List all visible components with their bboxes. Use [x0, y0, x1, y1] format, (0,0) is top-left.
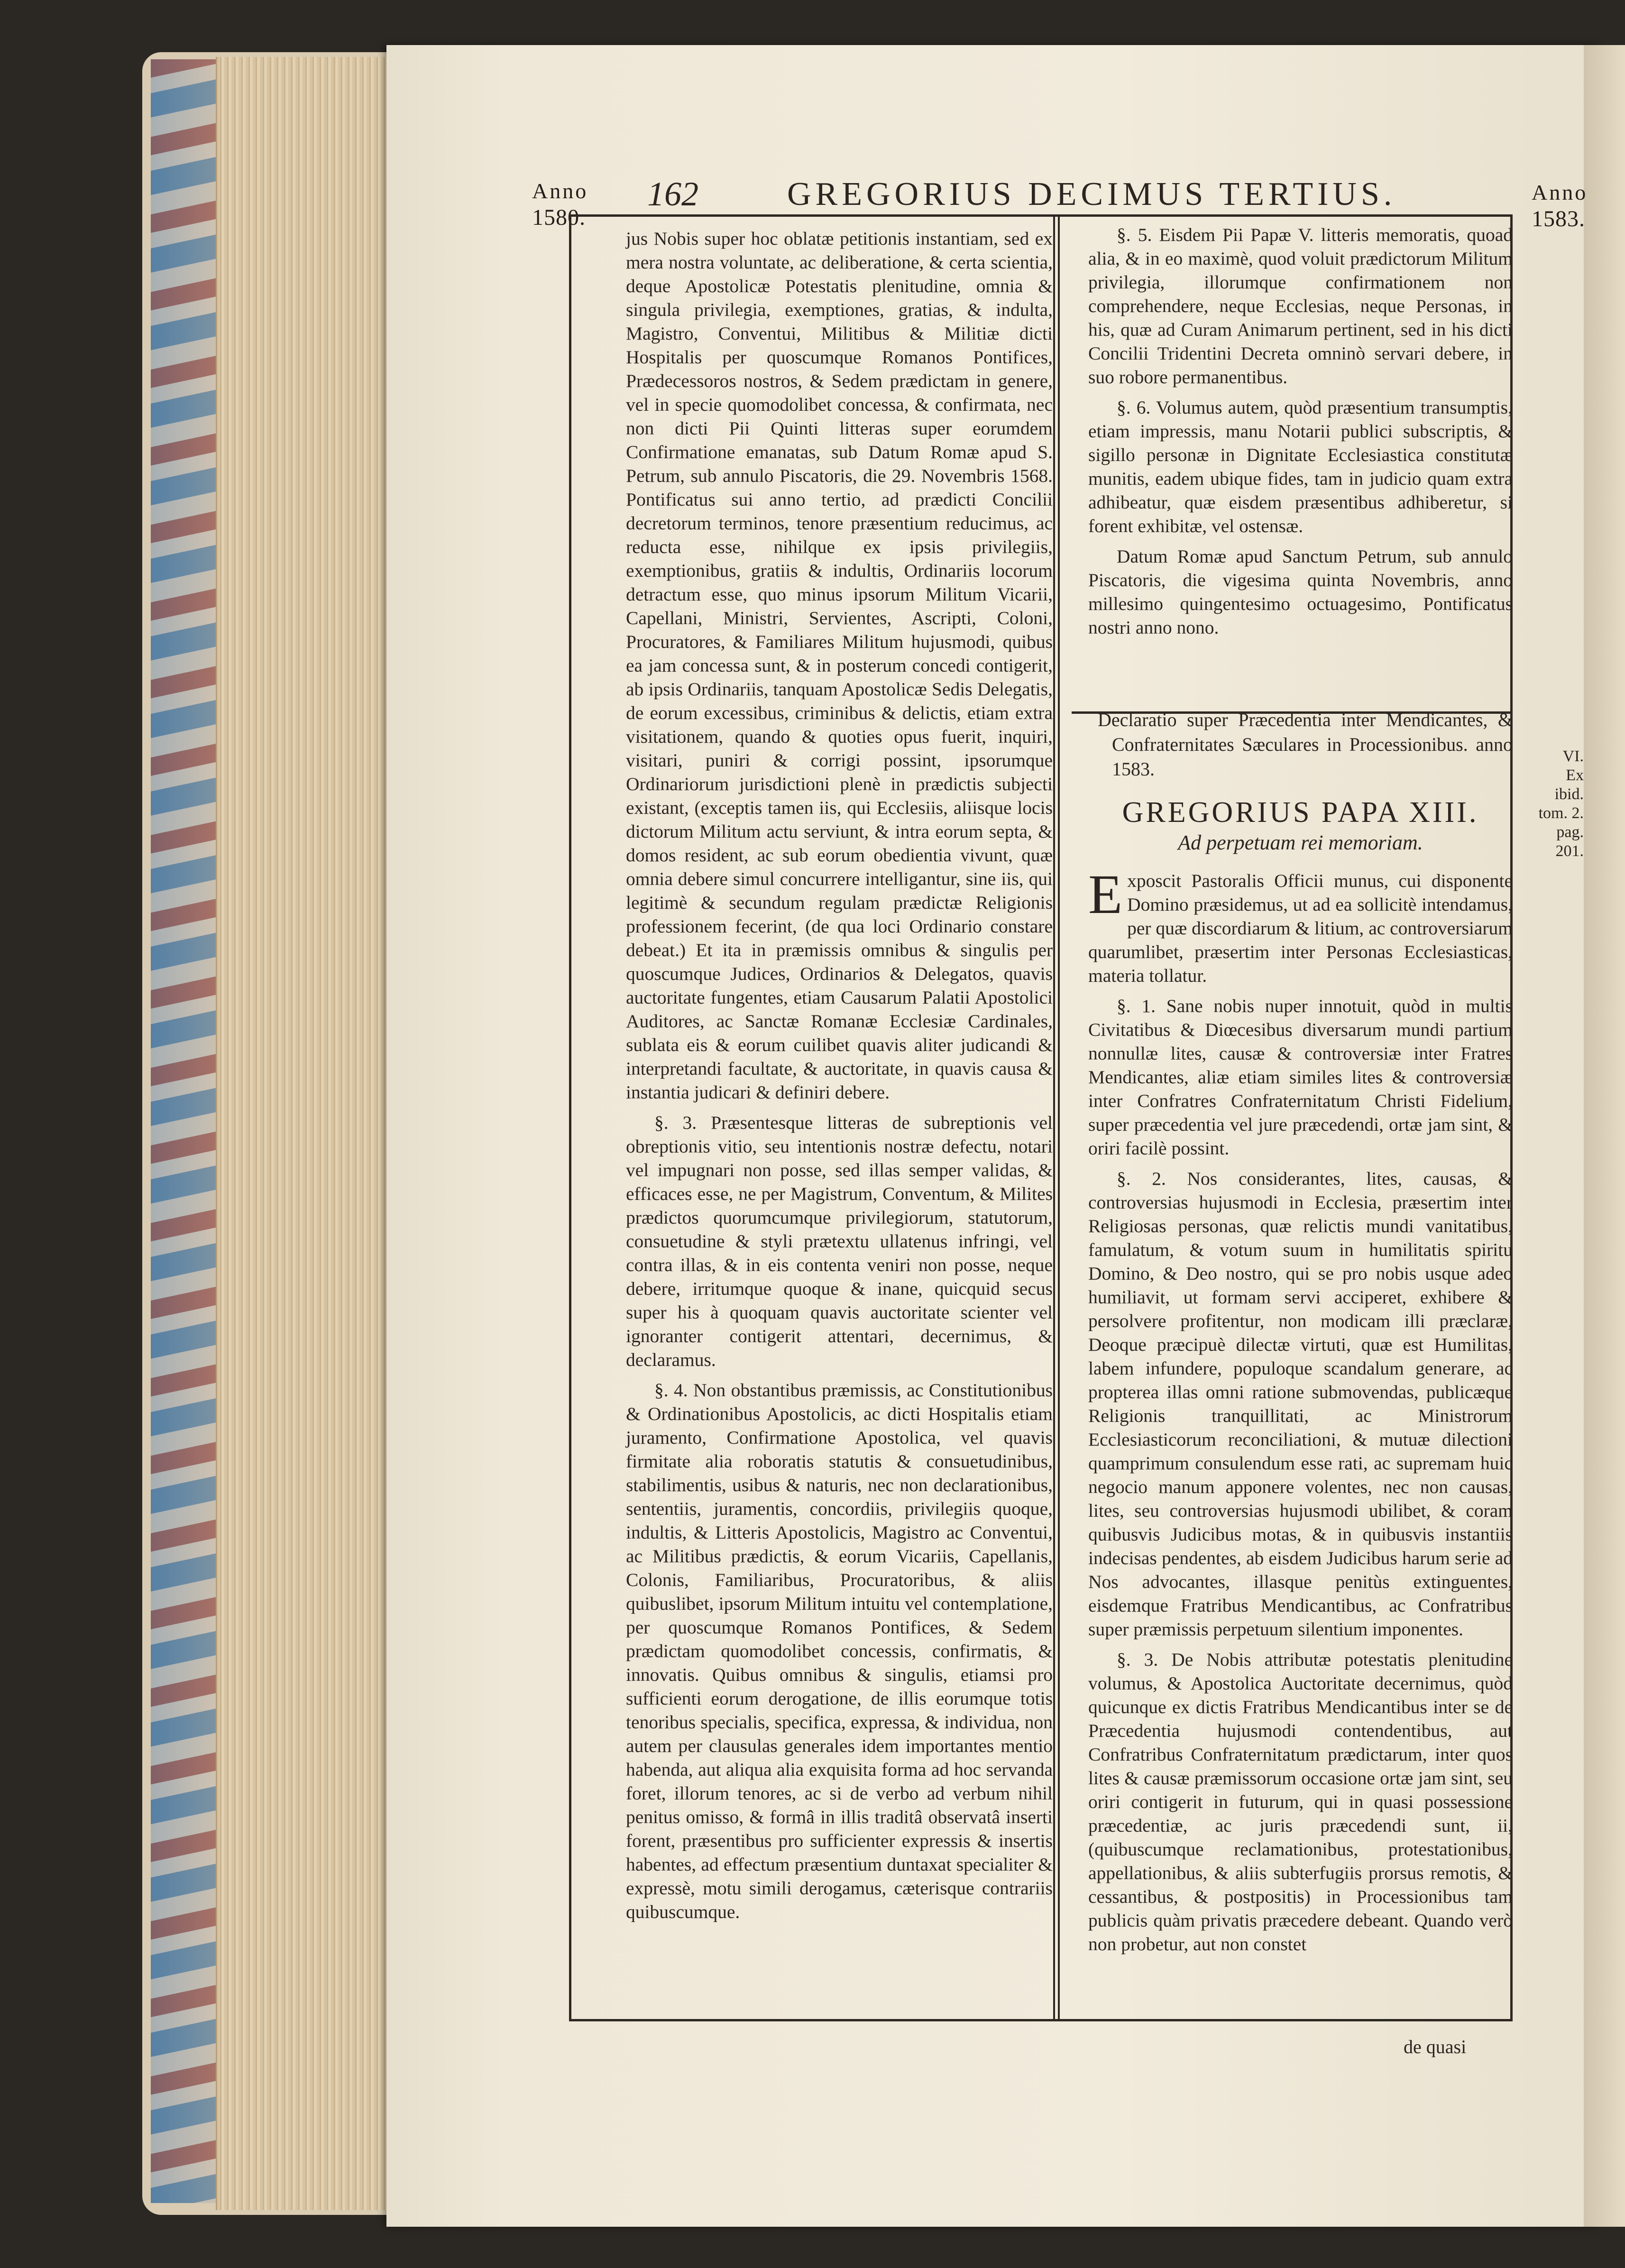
section-rule [1072, 711, 1513, 714]
right-paragraph-section-5: §. 5. Eisdem Pii Papæ V. litteris memoratis, quoad alia, & in eo maximè, quod voluit prædictorum Militum privilegia, illorumque confirmationem non comprehendere, neque Ecclesias, neque Personas, in his, quæ ad Curam Animarum pertinent, sed in his dicti Concilii Tridentini Decreta omninò servari debere, in suo robore permanentibus. [1088, 224, 1513, 387]
anno-label-left: Anno [532, 179, 588, 203]
left-paragraph-section-4: §. 4. Non obstantibus præmissis, ac Constitutionibus & Ordinationibus Apostolicis, ac dicti Hospitalis etiam juramento, Confirmatione Apostolica, vel quavis firmitate alia roboratis statutis & consuetudinibus, stabilimentis, usibus & naturis, nec non declarationibus, sententiis, juramentis, concordiis, privilegiis quoque, indultis, & Litteris Apostolicis, Magistro ac Conventui, ac Militibus prædictis, & eorum Vicariis, Capellanis, Colonis, Familiaribus, Procuratoribus, & aliis quibuslibet, ipsorum Militum intuitu vel contemplatione, per quoscumque Romanos Pontifices, & Sedem prædictam quomodolibet concessis, confirmatis, & innovatis. Quibus omnibus & singulis, etiamsi pro sufficienti eorum derogatione, de illis eorumque totis tenoribus specialis, specifica, expressa, & individua, non autem per clausulas generales idem importantes mentio habenda, aut aliqua alia exquisita forma ad hoc servanda foret, illorum tenores, ac si de verbo ad verbum nihil penitus omisso, & formâ in illis traditâ observatâ inserti forent, præsentibus pro sufficienter expressis & insertis habentes, ad effectum præsentium duntaxat specialiter & expressè, motu simili derogamus, cæterisque contrariis quibuscumque. [626, 1380, 1053, 1922]
catchword: de quasi [1404, 2036, 1467, 2057]
drop-cap: E [1088, 863, 1123, 925]
margin-note-line: tom. 2. [1538, 804, 1584, 822]
declaratio-heading: Declaratio super Præcedentia inter Mendicantes, & Confraternitates Sæculares in Processionibus. anno 1583. [1098, 709, 1513, 780]
adjacent-page-edge [1584, 45, 1625, 2227]
right-paragraph-exposcit: xposcit Pastoralis Officii munus, cui disponente Domino præsidemus, ut ad ea sollicitè intendamus, per quæ discordiarum & litium, ac controversiarum quarumlibet, præsertim inter Personas Ecclesiasticas, materia tollatur. [1088, 870, 1513, 986]
page-number: 162 [647, 175, 698, 213]
column-divider [1053, 214, 1060, 2021]
header-anno-right [1532, 179, 1588, 232]
left-paragraph-continuation: jus Nobis super hoc oblatæ petitionis instantiam, sed ex mera nostra voluntate, ac deliberatione, & certa scientia, deque Apostolicæ Potestatis plenitudine, omnia & singula privilegia, exemptiones, gratias, & indulta, Magistro, Conventui, Militibus & Militiæ dicti Hospitalis per quoscumque Romanos Pontifices, Prædecessoros nostros, & Sedem prædictam in genere, vel in specie quomodolibet concessa, & confirmata, nec non dicti Pii Quinti litteras super eorumdem Confirmatione emanatas, sub Datum Romæ apud S. Petrum, sub annulo Piscatoris, die 29. Novembris 1568. Pontificatus sui anno tertio, ad prædicti Concilii decretorum terminos, tenore præsentium reducimus, ac reducta esse, nihilque ex ipsis privilegiis, exemptionibus, gratiis & indultis, Ordinariis locorum detractum esse, quo minus ipsorum Militum Vicarii, Capellani, Ministri, Servientes, Ascripti, Coloni, Procuratores, & Familiares Militum hujusmodi, quibus ea jam concessa sunt, & in posterum concedi contigerit, ab ipsis Ordinariis, tanquam Apostolicæ Sedis Delegatis, de eorum excessibus, criminibus & delictis, etiam extra visitationem, quando & quoties opus fuerit, inquiri, visitari, puniri & corrigi possint, ipsorumque Ordinariorum jurisdictioni plenè in prædictis subjecti existant, (exceptis tamen iis, qui Ecclesiis, aliisque locis dictorum Militum actu serviunt, & intra eorum septa, & domos resident, ac sub eorum obedientia vivunt, quæ omnia debere simul concurrere intelligantur, sine iis, qui legitimè & secundum regulam prædictæ Religionis professionem fecerint, (de qua loci Ordinario constare debeat.) Et ita in præmissis omnibus & singulis per quoscumque Judices, Ordinarios & Delegatos, quavis auctoritate fungentes, etiam Causarum Palatii Apostolici Auditores, ac Sanctæ Romanæ Ecclesiæ Cardinales, sublata eis & eorum cuilibet quavis aliter judicandi & interpretandi facultate, & auctoritate, in quavis causa & instantia judicari & definiri debere. [626, 228, 1053, 1103]
right-paragraph-section-3: §. 3. De Nobis attributæ potestatis plenitudine volumus, & Apostolica Auctoritate decernimus, quòd quicunque ex dictis Fratribus Mendicantibus inter se de Præcedentia hujusmodi contendentibus, aut Confratribus Confraternitatum prædictarum, inter quos lites & causæ præmissorum occasione ortæ jam sint, seu oriri contigerit in futurum, qui in quasi possessione præcedentiæ, ac juris præcedendi sunt, ii, (quibuscumque reclamationibus, protestationibus, appellationibus, & aliis subterfugiis prorsus remotis, & cessantibus, & postpositis) in Processionibus tam publicis quàm privatis præcedere debeant. Quando verò non probetur, aut non constet [1088, 1649, 1513, 1955]
right-paragraph-section-2: §. 2. Nos considerantes, lites, causas, & controversias hujusmodi in Ecclesia, præsertim inter Religiosas personas, quæ relictis mundi vanitatibus, famulatum, & votum suum in humilitatis spiritu Domino, & Deo nostro, qui se pro nobis usque adeo humiliavit, ut formam servi acciperet, exhibere & persolvere profitentur, non modicam illi præclaræ, Deoque præcipuè dilectæ virtuti, quæ est Humilitas, labem infundere, populoque scandalum generare, ac propterea illas omni ratione submovendas, publicæque Religionis tranquillitati, ac Ministrorum Ecclesiasticorum reconciliationi, & mutuæ dilectioni quamprimum consulendum esse rati, ac supremam huic negocio manum apponere volentes, nec non causas, lites, seu controversias hujusmodi ubilibet, & coram quibusvis Judicibus motas, & in quibusvis instantiis indecisas pendentes, ab eisdem Judicibus harum serie ad Nos advocantes, illasque penitùs extinguentes, eisdemque Fratribus Mendicantibus, ac Confratribus super præmissis perpetuum silentium imponentes. [1088, 1168, 1513, 1640]
left-paragraph-section-3: §. 3. Præsentesque litteras de subreptionis vel obreptionis vitio, seu intentionis nostræ defectu, notari vel impugnari non posse, sed illas semper validas, & efficaces esse, ne per Magistrum, Conventum, & Milites prædictos quorumcumque privilegiorum, statutorum, consuetudine & styli prætextu ullatenus infringi, vel contra illas, & in eis contenta veniri non posse, neque debere, irritumque quoque & inane, quicquid secus super his à quoquam quavis auctoritate scienter vel ignoranter contigerit attentari, decernimus, & declaramus. [626, 1112, 1053, 1370]
page-fore-edge [216, 57, 388, 2210]
margin-note-line: VI. [1562, 747, 1584, 765]
right-column [1088, 223, 1513, 1963]
margin-note-line: pag. 201. [1555, 823, 1584, 860]
running-title: GREGORIUS DECIMUS TERTIUS. [787, 176, 1396, 212]
memoriam-line: Ad perpetuam rei memoriam. [1178, 831, 1423, 854]
margin-note-line: Ex ibid. [1554, 766, 1584, 803]
right-paragraph-section-1: §. 1. Sane nobis nuper innotuit, quòd in multis Civitatibus & Diœcesibus diversarum mundi partium nonnullæ lites, causæ & controversiæ inter Fratres Mendicantes, aliæ etiam similes lites & controversiæ inter Confratres Confraternitatum Christi Fidelium, super præcedentia vel jure præcedendi, ortæ jam sint, & oriri facilè possint. [1088, 996, 1513, 1159]
anno-label-right: Anno [1532, 180, 1588, 204]
anno-year-right: 1583. [1532, 206, 1585, 231]
left-column [626, 227, 1053, 1930]
margin-note [1536, 747, 1584, 861]
right-paragraph-datum: Datum Romæ apud Sanctum Petrum, sub annulo Piscatoris, die vigesima quinta Novembris, anno millesimo quingentesimo octuagesimo, Pontificatus nostri anno nono. [1088, 546, 1513, 638]
anno-year-left: 1580. [532, 205, 586, 230]
marbled-endpaper [151, 59, 227, 2203]
right-paragraph-section-6: §. 6. Volumus autem, quòd præsentium transumptis, etiam impressis, manu Notarii publici subscriptis, & sigillo personæ in Dignitate Ecclesiastica constitutæ munitis, eadem ubique fides, tam in judicio quam extra adhibeatur, quæ eisdem præsentibus adhiberetur, si forent exhibitæ, vel ostensæ. [1088, 397, 1513, 536]
pope-heading: GREGORIUS PAPA XIII. [1122, 796, 1479, 829]
